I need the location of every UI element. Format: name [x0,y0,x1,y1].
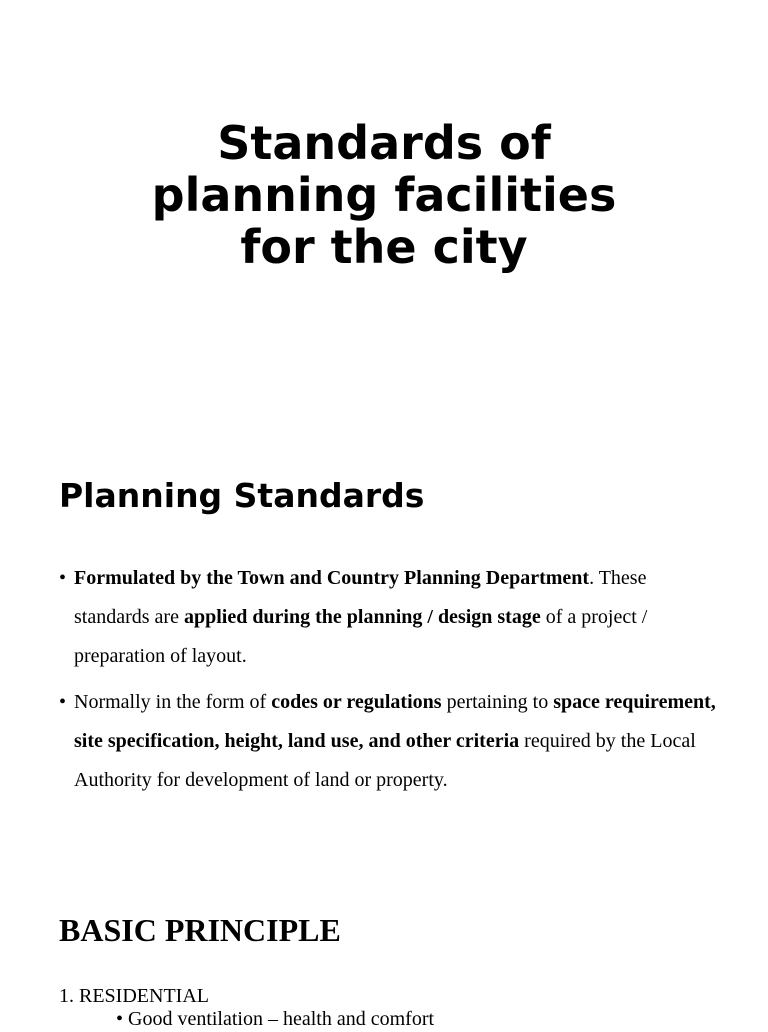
bullet-item [59,683,719,800]
slide-title-line: for the city [240,220,528,274]
slide-title-line: planning facilities [151,168,617,222]
bullet-text-bold: Formulated by the Town and Country Planning Department [74,567,590,589]
bullet-dot-icon: • [59,691,67,713]
principle-heading: BASIC PRINCIPLE [59,912,341,948]
slide-title-line: Standards of [217,116,551,170]
principle-sub-item: • Good ventilation – health and comfort [116,1008,435,1030]
bullet-text: Normally in the form of [74,691,272,713]
bullet-text: of a project / preparation of layout. [74,606,648,667]
bullet-text: pertaining to [441,691,554,713]
bullet-item [59,559,719,676]
principle-item: 1. RESIDENTIAL [59,985,209,1007]
bullet-text-bold: space requirement, site specification, height, land use, and other criteria [74,691,716,752]
bullet-text: . These standards are [74,567,647,628]
bullet-text-bold: applied during the planning / design stage [183,606,541,628]
bullet-list [59,559,719,807]
bullet-dot-icon: • [59,567,67,589]
bullet-text: required by the Local Authority for development of land or property. [74,730,696,791]
section-heading: Planning Standards [59,476,425,515]
bullet-text-bold: codes or regulations [271,691,442,713]
slide-title [0,117,768,273]
